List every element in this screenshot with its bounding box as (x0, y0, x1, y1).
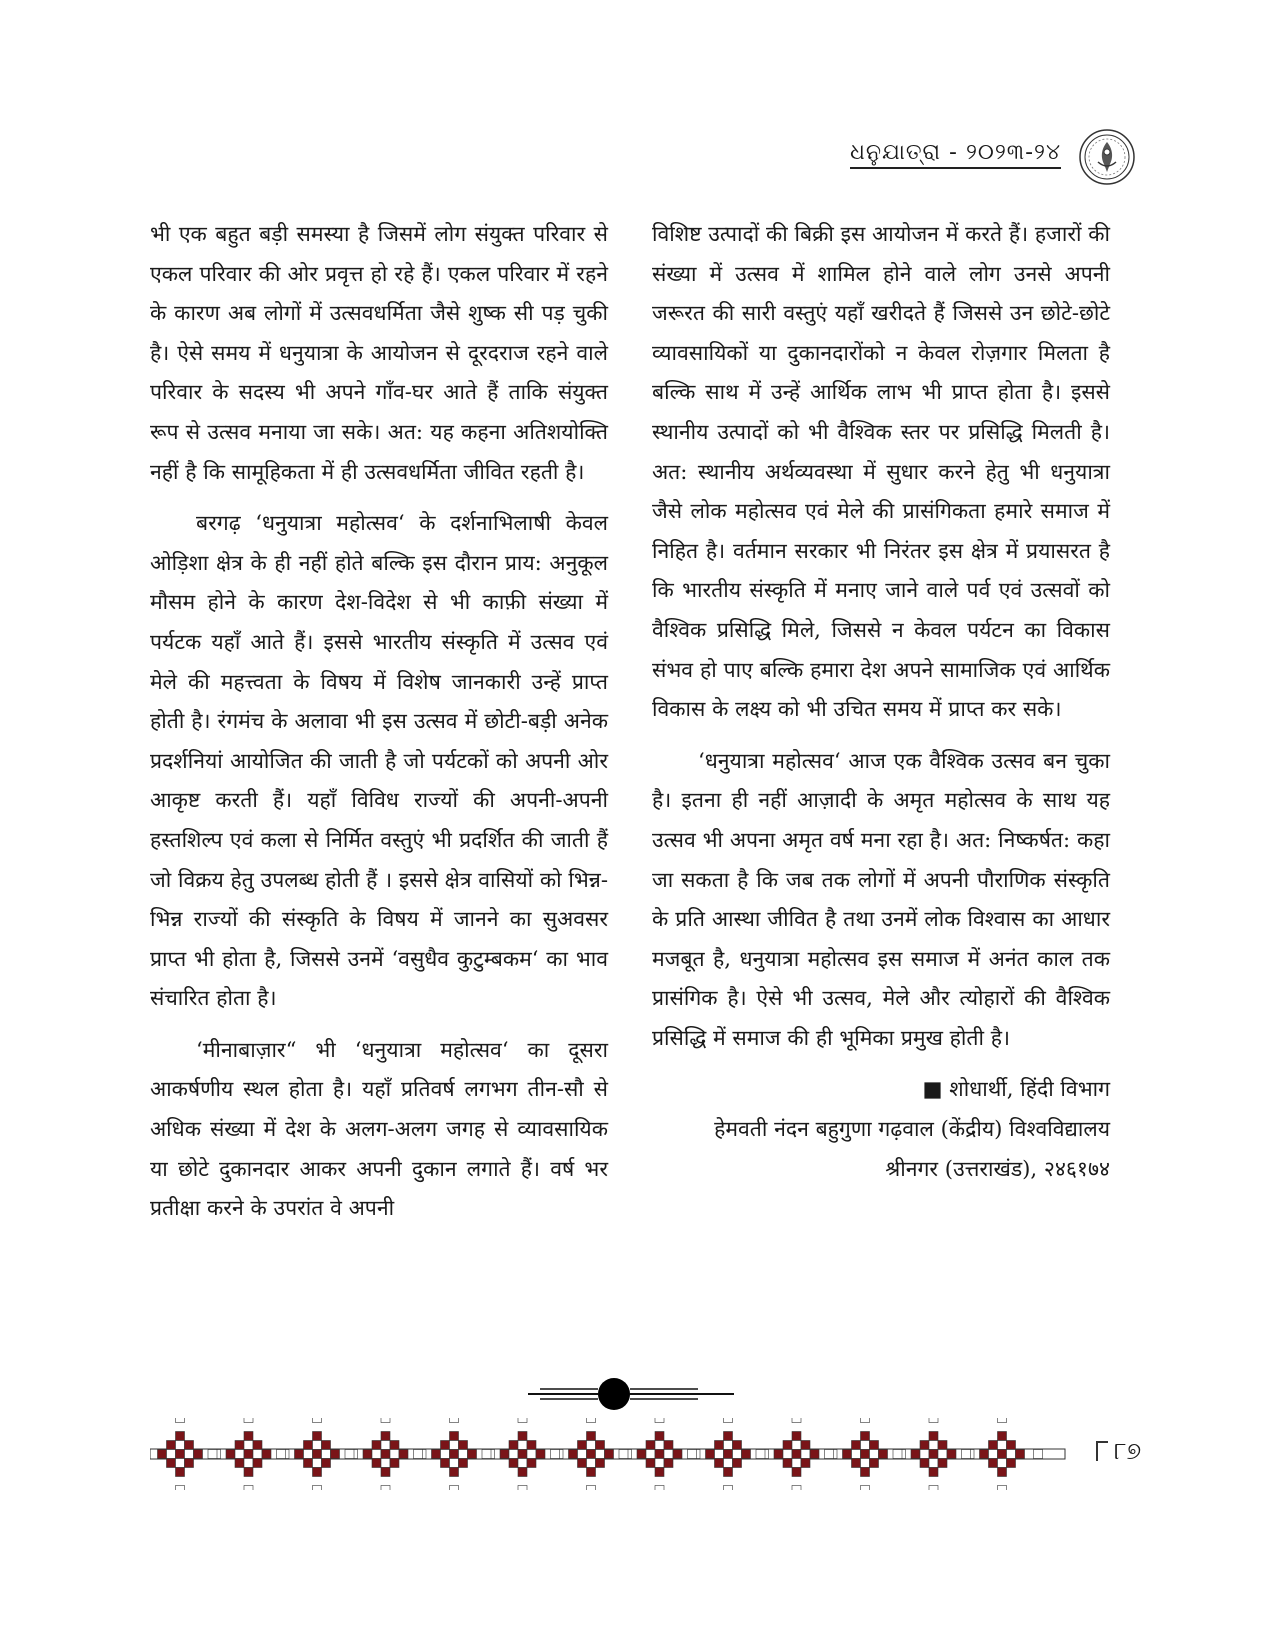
author-institution: हेमवती नंदन बहुगुणा गढ़वाल (केंद्रीय) विश्वविद्यालय (714, 1116, 1110, 1142)
paragraph: ‘धनुयात्रा महोत्सव‘ आज एक वैश्विक उत्सव बन चुका है। इतना ही नहीं आज़ादी के अमृत महोत्सव के साथ यह उत्सव भी अपना अमृत वर्ष मना रहा है। अत: निष्कर्षत: कहा जा सकता है कि जब तक लोगों में अपनी पौराणिक संस्कृति के प्रति आस्था जीवित है तथा उनमें लोक विश्वास का आधार मजबूत है, धनुयात्रा महोत्सव इस समाज में अनंत काल तक प्रासंगिक है। ऐसे भी उत्सव, मेले और त्योहारों की वैश्विक प्रसिद्धि में समाज की ही भूमिका प्रमुख होती है। (652, 747, 1110, 1050)
right-column (652, 214, 1110, 1188)
author-place: श्रीनगर (उत्तराखंड), २४६१७४ (885, 1155, 1110, 1181)
paragraph: ‘मीनाबाज़ार“ भी ‘धनुयात्रा महोत्सव‘ का दूसरा आकर्षणीय स्थल होता है। यहाँ प्रतिवर्ष लगभग तीन-सौ से अधिक संख्या में देश के अलग-अलग जगह से व्यावसायिक या छोटे दुकानदार आकर अपनी दुकान लगाते हैं। वर्ष भर प्रतीक्षा करने के उपरांत वे अपनी (150, 1036, 608, 1221)
paragraph: विशिष्ट उत्पादों की बिक्री इस आयोजन में करते हैं। हजारों की संख्या में उत्सव में शामिल होने वाले लोग उनसे अपनी जरूरत की सारी वस्तुएं यहाँ खरीदते हैं जिससे उन छोटे-छोटे व्यावसायिकों या दुकानदारोंको न केवल रोज़गार मिलता है बल्कि साथ में उन्हें आर्थिक लाभ भी प्राप्त होता है। इससे स्थानीय उत्पादों को भी वैश्विक स्तर पर प्रसिद्धि मिलती है। अत: स्थानीय अर्थव्यवस्था में सुधार करने हेतु भी धनुयात्रा जैसे लोक महोत्सव एवं मेले की प्रासंगिकता हमारे समाज में निहित है। वर्तमान सरकार भी निरंतर इस क्षेत्र में प्रयासरत है कि भारतीय संस्कृति में मनाए जाने वाले पर्व एवं उत्सवों को वैश्विक प्रसिद्धि मिले, जिससे न केवल पर्यटन का विकास संभव हो पाए बल्कि हमारा देश अपने सामाजिक एवं आर्थिक विकास के लक्ष्य को भी उचित समय में प्राप्त कर सके। (652, 221, 1110, 722)
magazine-title: ଧନୁଯାତ୍ରା - ୨୦୨୩-୨୪ (850, 140, 1061, 169)
page-number (1096, 1437, 1141, 1465)
emblem-icon (1078, 128, 1136, 186)
paragraph: बरगढ़ ‘धनुयात्रा महोत्सव‘ के दर्शनाभिलाषी केवल ओड़िशा क्षेत्र के ही नहीं होते बल्कि इस दौरान प्राय: अनुकूल मौसम होने के कारण देश-विदेश से भी काफ़ी संख्या में पर्यटक यहाँ आते हैं। इससे भारतीय संस्कृति में उत्सव एवं मेले की महत्त्वता के विषय में विशेष जानकारी उन्हें प्राप्त होती है। रंगमंच के अलावा भी इस उत्सव में छोटी-बड़ी अनेक प्रदर्शनियां आयोजित की जाती है जो पर्यटकों को अपनी ओर आकृष्ट करती हैं। यहाँ विविध राज्यों की अपनी-अपनी हस्तशिल्प एवं कला से निर्मित वस्तुएं भी प्रदर्शित की जाती हैं जो विक्रय हेतु उपलब्ध होती हैं । इससे क्षेत्र वासियों को भिन्न-भिन्न राज्यों की संस्कृति के विषय में जानने का सुअवसर प्राप्त भी होता है, जिससे उनमें ‘वसुधैव कुटुम्बकम‘ का भाव संचारित होता है। (150, 510, 608, 1011)
page-corner-mark (1096, 1441, 1108, 1461)
left-column (150, 214, 608, 1240)
page-header (820, 128, 1180, 188)
divider-ornament-icon (528, 1374, 734, 1414)
paragraph: भी एक बहुत बड़ी समस्या है जिसमें लोग संयुक्त परिवार से एकल परिवार की ओर प्रवृत्त हो रहे हैं। एकल परिवार में रहने के कारण अब लोगों में उत्सवधर्मिता जैसे शुष्क सी पड़ चुकी है। ऐसे समय में धनुयात्रा के आयोजन से दूरदराज रहने वाले परिवार के सदस्य भी अपने गाँव-घर आते हैं ताकि संयुक्त रूप से उत्सव मनाया जा सके। अत: यह कहना अतिशयोक्ति नहीं है कि सामूहिकता में ही उत्सवधर्मिता जीवित रहती है। (150, 221, 608, 484)
author-role: ■ शोधार्थी, हिंदी विभाग (922, 1076, 1110, 1102)
cross-pattern-border-icon (150, 1418, 1070, 1490)
page-number-text: ୮୭ (1114, 1437, 1142, 1465)
